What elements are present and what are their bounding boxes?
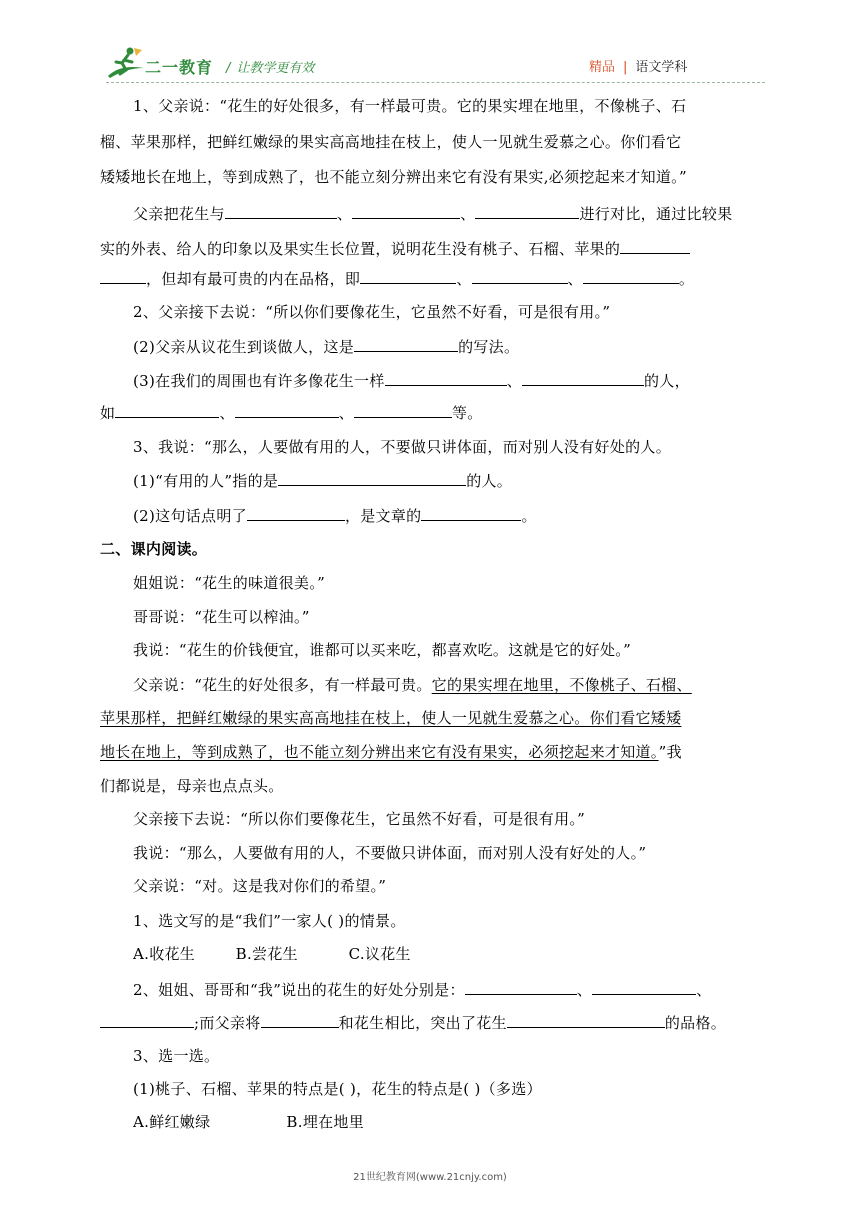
answer-blank[interactable] xyxy=(507,1012,665,1028)
answer-blank[interactable] xyxy=(354,336,458,352)
text: (2)父亲从议花生到谈做人，这是 xyxy=(133,338,355,356)
text: 的人， xyxy=(643,372,690,390)
page-header xyxy=(0,0,860,92)
answer-blank[interactable] xyxy=(475,203,579,219)
text: 、 xyxy=(506,372,522,390)
text: 的写法。 xyxy=(458,338,520,356)
subject-label: 语文学科 xyxy=(635,60,688,75)
text-line: 3、我说：“那么，人要做有用的人，不要做只讲体面，而对别人没有好处的人。 xyxy=(133,438,672,456)
text: (2)这句话点明了 xyxy=(133,507,247,525)
answer-blank[interactable] xyxy=(100,1012,194,1028)
text: 实的外表、给人的印象以及果实生长位置，说明花生没有桃子、石榴、苹果的 xyxy=(100,240,621,258)
answer-blank[interactable] xyxy=(360,268,456,284)
text-line: 姐姐说：“花生的味道很美。” xyxy=(133,574,326,592)
answer-blank[interactable] xyxy=(278,470,466,486)
answer-blank[interactable] xyxy=(247,505,345,521)
text-line: 我说：“那么，人要做有用的人，不要做只讲体面，而对别人没有好处的人。” xyxy=(133,844,647,862)
text: (1)“有用的人”指的是 xyxy=(133,472,279,490)
text-line: 父亲说：“对。这是我对你们的希望。” xyxy=(133,877,387,895)
fill-blank-line xyxy=(100,268,694,289)
question-line: 3、选一选。 xyxy=(133,1047,220,1065)
fill-blank-line xyxy=(133,370,690,391)
text: 2、姐姐、哥哥和“我”说出的花生的好处分别是： xyxy=(133,981,465,999)
text-line: 1、父亲说：“花生的好处很多，有一样最可贵。它的果实埋在地里，不像桃子、石 xyxy=(133,97,687,115)
text: 父亲把花生与 xyxy=(133,205,225,223)
answer-blank[interactable] xyxy=(620,238,690,254)
text: 、 xyxy=(336,205,353,223)
answer-blank[interactable] xyxy=(583,268,679,284)
answer-blank[interactable] xyxy=(235,402,339,418)
answer-blank[interactable] xyxy=(522,370,644,386)
answer-blank[interactable] xyxy=(385,370,507,386)
fill-blank-line xyxy=(133,336,519,357)
page-footer: 21世纪教育网(www.21cnjy.com) xyxy=(353,1172,507,1183)
options-line: A.鲜红嫩绿 B.埋在地里 xyxy=(133,1113,365,1131)
underlined-text: 地长在地上，等到成熟了，也不能立刻分辨出来它有没有果实，必须挖起来才知道。 xyxy=(100,743,659,761)
text: 、 xyxy=(456,270,472,288)
fill-blank-line xyxy=(100,1012,726,1033)
text: ，但却有最可贵的内在品格，即 xyxy=(146,270,361,288)
text-line: 2、父亲接下去说：“所以你们要像花生，它虽然不好看，可是很有用。” xyxy=(133,303,611,321)
text: 的品格。 xyxy=(664,1014,727,1032)
text: 进行对比，通过比较果 xyxy=(579,205,733,223)
section-heading: 二、课内阅读。 xyxy=(100,540,208,558)
answer-blank[interactable] xyxy=(472,268,568,284)
text: ;而父亲将 xyxy=(194,1014,261,1032)
header-divider xyxy=(106,82,765,83)
fill-blank-line xyxy=(133,203,732,224)
question-line: (1)桃子、石榴、苹果的特点是( )，花生的特点是( )（多选） xyxy=(133,1080,542,1098)
text: 。 xyxy=(678,270,695,288)
text-line: 矮矮地长在地上，等到成熟了，也不能立刻分辨出来它有没有果实,必须挖起来才知道。” xyxy=(100,168,687,186)
text-line: 父亲接下去说：“所以你们要像花生，它虽然不好看，可是很有用。” xyxy=(133,810,586,828)
text: 、 xyxy=(576,981,593,999)
fill-blank-line xyxy=(133,979,711,1000)
text: 、 xyxy=(567,270,583,288)
answer-blank[interactable] xyxy=(421,505,521,521)
slogan xyxy=(226,57,314,76)
text: 父亲说：“花生的好处很多，有一样最可贵。 xyxy=(133,676,432,694)
header-separator: | xyxy=(623,60,628,75)
fill-blank-line xyxy=(100,402,483,423)
text: 等。 xyxy=(451,404,483,422)
text: ”我 xyxy=(658,743,682,761)
answer-blank[interactable] xyxy=(261,1012,339,1028)
header-subject xyxy=(589,56,687,75)
quality-label: 精品 xyxy=(589,60,616,75)
runner-logo-icon xyxy=(106,46,146,80)
text: 、 xyxy=(219,404,235,422)
text-line: 们都说是，母亲也点点头。 xyxy=(100,777,284,795)
brand-name: 二一教育 xyxy=(145,58,214,77)
text: 、 xyxy=(460,205,476,223)
answer-blank[interactable] xyxy=(352,203,460,219)
text: 、 xyxy=(696,981,712,999)
text: ，是文章的 xyxy=(344,507,422,525)
fill-blank-line xyxy=(133,470,512,491)
answer-blank[interactable] xyxy=(465,979,577,995)
answer-blank[interactable] xyxy=(592,979,696,995)
answer-blank[interactable] xyxy=(100,268,146,284)
text: 如 xyxy=(100,404,116,422)
text-line xyxy=(133,675,692,695)
question-line: 1、选文写的是“我们”一家人( )的情景。 xyxy=(133,912,406,930)
text: 的人。 xyxy=(466,472,513,490)
slogan-separator: / xyxy=(226,61,231,76)
answer-blank[interactable] xyxy=(225,203,337,219)
fill-blank-line xyxy=(133,505,537,526)
text: (3)在我们的周围也有许多像花生一样 xyxy=(133,372,385,390)
text: 和花生相比，突出了花生 xyxy=(338,1014,507,1032)
text-line: 榴、苹果那样，把鲜红嫩绿的果实高高地挂在枝上，使人一见就生爱慕之心。你们看它 xyxy=(100,133,682,151)
text: 。 xyxy=(521,507,537,525)
underlined-text: 苹果那样，把鲜红嫩绿的果实高高地挂在枝上，使人一见就生爱慕之心。你们看它矮矮 xyxy=(100,709,682,727)
text-line xyxy=(100,742,682,762)
answer-blank[interactable] xyxy=(354,402,452,418)
slogan-text: 让教学更有效 xyxy=(236,61,315,76)
text: 、 xyxy=(338,404,354,422)
text-line: 我说：“花生的价钱便宜，谁都可以买来吃，都喜欢吃。这就是它的好处。” xyxy=(133,641,632,659)
options-line: A.收花生 B.尝花生 C.议花生 xyxy=(133,945,411,963)
underlined-text: 它的果实埋在地里，不像桃子、石榴、 xyxy=(431,676,692,694)
fill-blank-line xyxy=(100,238,690,259)
text-line: 哥哥说：“花生可以榨油。” xyxy=(133,608,310,626)
answer-blank[interactable] xyxy=(115,402,219,418)
